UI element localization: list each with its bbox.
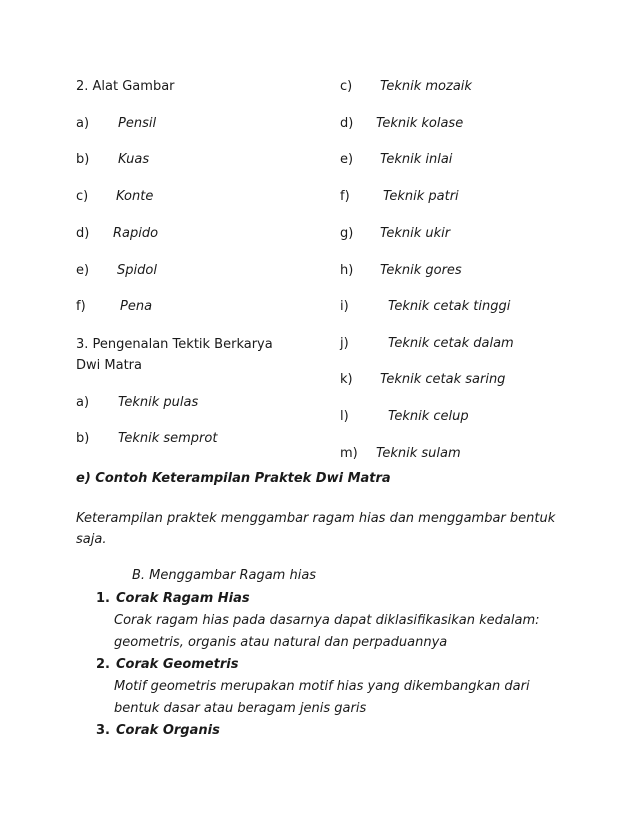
list-item: Teknik patri [383, 189, 459, 204]
numbered-item-text: Motif geometris merupakan motif hias yang dikembangkan dari [114, 679, 530, 694]
numbered-item-number: 2. [96, 657, 110, 672]
list-marker: i) [340, 299, 349, 314]
list-item: Teknik sulam [376, 446, 461, 461]
list-item: Kuas [118, 152, 150, 167]
list-marker: b) [76, 152, 90, 167]
paragraph: Keterampilan praktek menggambar ragam hias dan menggambar bentuk [76, 511, 556, 526]
list-marker: d) [340, 116, 354, 131]
list-marker: b) [76, 431, 90, 446]
list-marker: g) [340, 226, 354, 241]
list-item: Teknik cetak tinggi [388, 299, 511, 314]
list-item: Teknik inlai [380, 152, 453, 167]
list-item: Teknik kolase [376, 116, 464, 131]
list-item: Pena [120, 299, 153, 314]
list-item: Teknik cetak dalam [388, 336, 514, 351]
list-marker: m) [340, 446, 358, 461]
list-marker: h) [340, 263, 354, 278]
list-marker: l) [340, 409, 349, 424]
numbered-item-number: 3. [96, 723, 110, 738]
list-marker: e) [76, 263, 90, 278]
list-item: Teknik semprot [118, 431, 218, 446]
numbered-item-number: 1. [96, 591, 110, 606]
list-marker: e) [340, 152, 354, 167]
section-2-heading: 2. Alat Gambar [76, 79, 175, 94]
list-item: Spidol [117, 263, 157, 278]
list-marker: j) [340, 336, 349, 351]
list-item: Teknik pulas [118, 395, 199, 410]
section-3-heading: 3. Pengenalan Tektik Berkarya [76, 337, 273, 352]
section-e-title: e) Contoh Keterampilan Praktek Dwi Matra [76, 471, 391, 486]
list-marker: f) [76, 299, 86, 314]
list-marker: a) [76, 116, 90, 131]
list-item: Teknik cetak saring [380, 372, 506, 387]
list-marker: k) [340, 372, 353, 387]
list-marker: f) [340, 189, 350, 204]
numbered-item-title: Corak Ragam Hias [116, 591, 250, 606]
list-item: Teknik ukir [380, 226, 451, 241]
section-3-heading-cont: Dwi Matra [76, 358, 142, 373]
list-item: Konte [116, 189, 154, 204]
list-item: Teknik gores [380, 263, 462, 278]
numbered-item-text-cont: geometris, organis atau natural dan perpaduannya [114, 635, 448, 650]
section-b-title: B. Menggambar Ragam hias [132, 568, 317, 583]
list-marker: d) [76, 226, 90, 241]
list-item: Pensil [118, 116, 157, 131]
list-marker: a) [76, 395, 90, 410]
numbered-item-text-cont: bentuk dasar atau beragam jenis garis [114, 701, 367, 716]
numbered-item-text: Corak ragam hias pada dasarnya dapat diklasifikasikan kedalam: [114, 613, 540, 628]
list-item: Teknik celup [388, 409, 469, 424]
numbered-item-title: Corak Organis [116, 723, 220, 738]
list-item: Teknik mozaik [380, 79, 472, 94]
paragraph-cont: saja. [76, 532, 107, 547]
list-marker: c) [340, 79, 353, 94]
list-marker: c) [76, 189, 89, 204]
numbered-item-title: Corak Geometris [116, 657, 239, 672]
list-item: Rapido [113, 226, 159, 241]
